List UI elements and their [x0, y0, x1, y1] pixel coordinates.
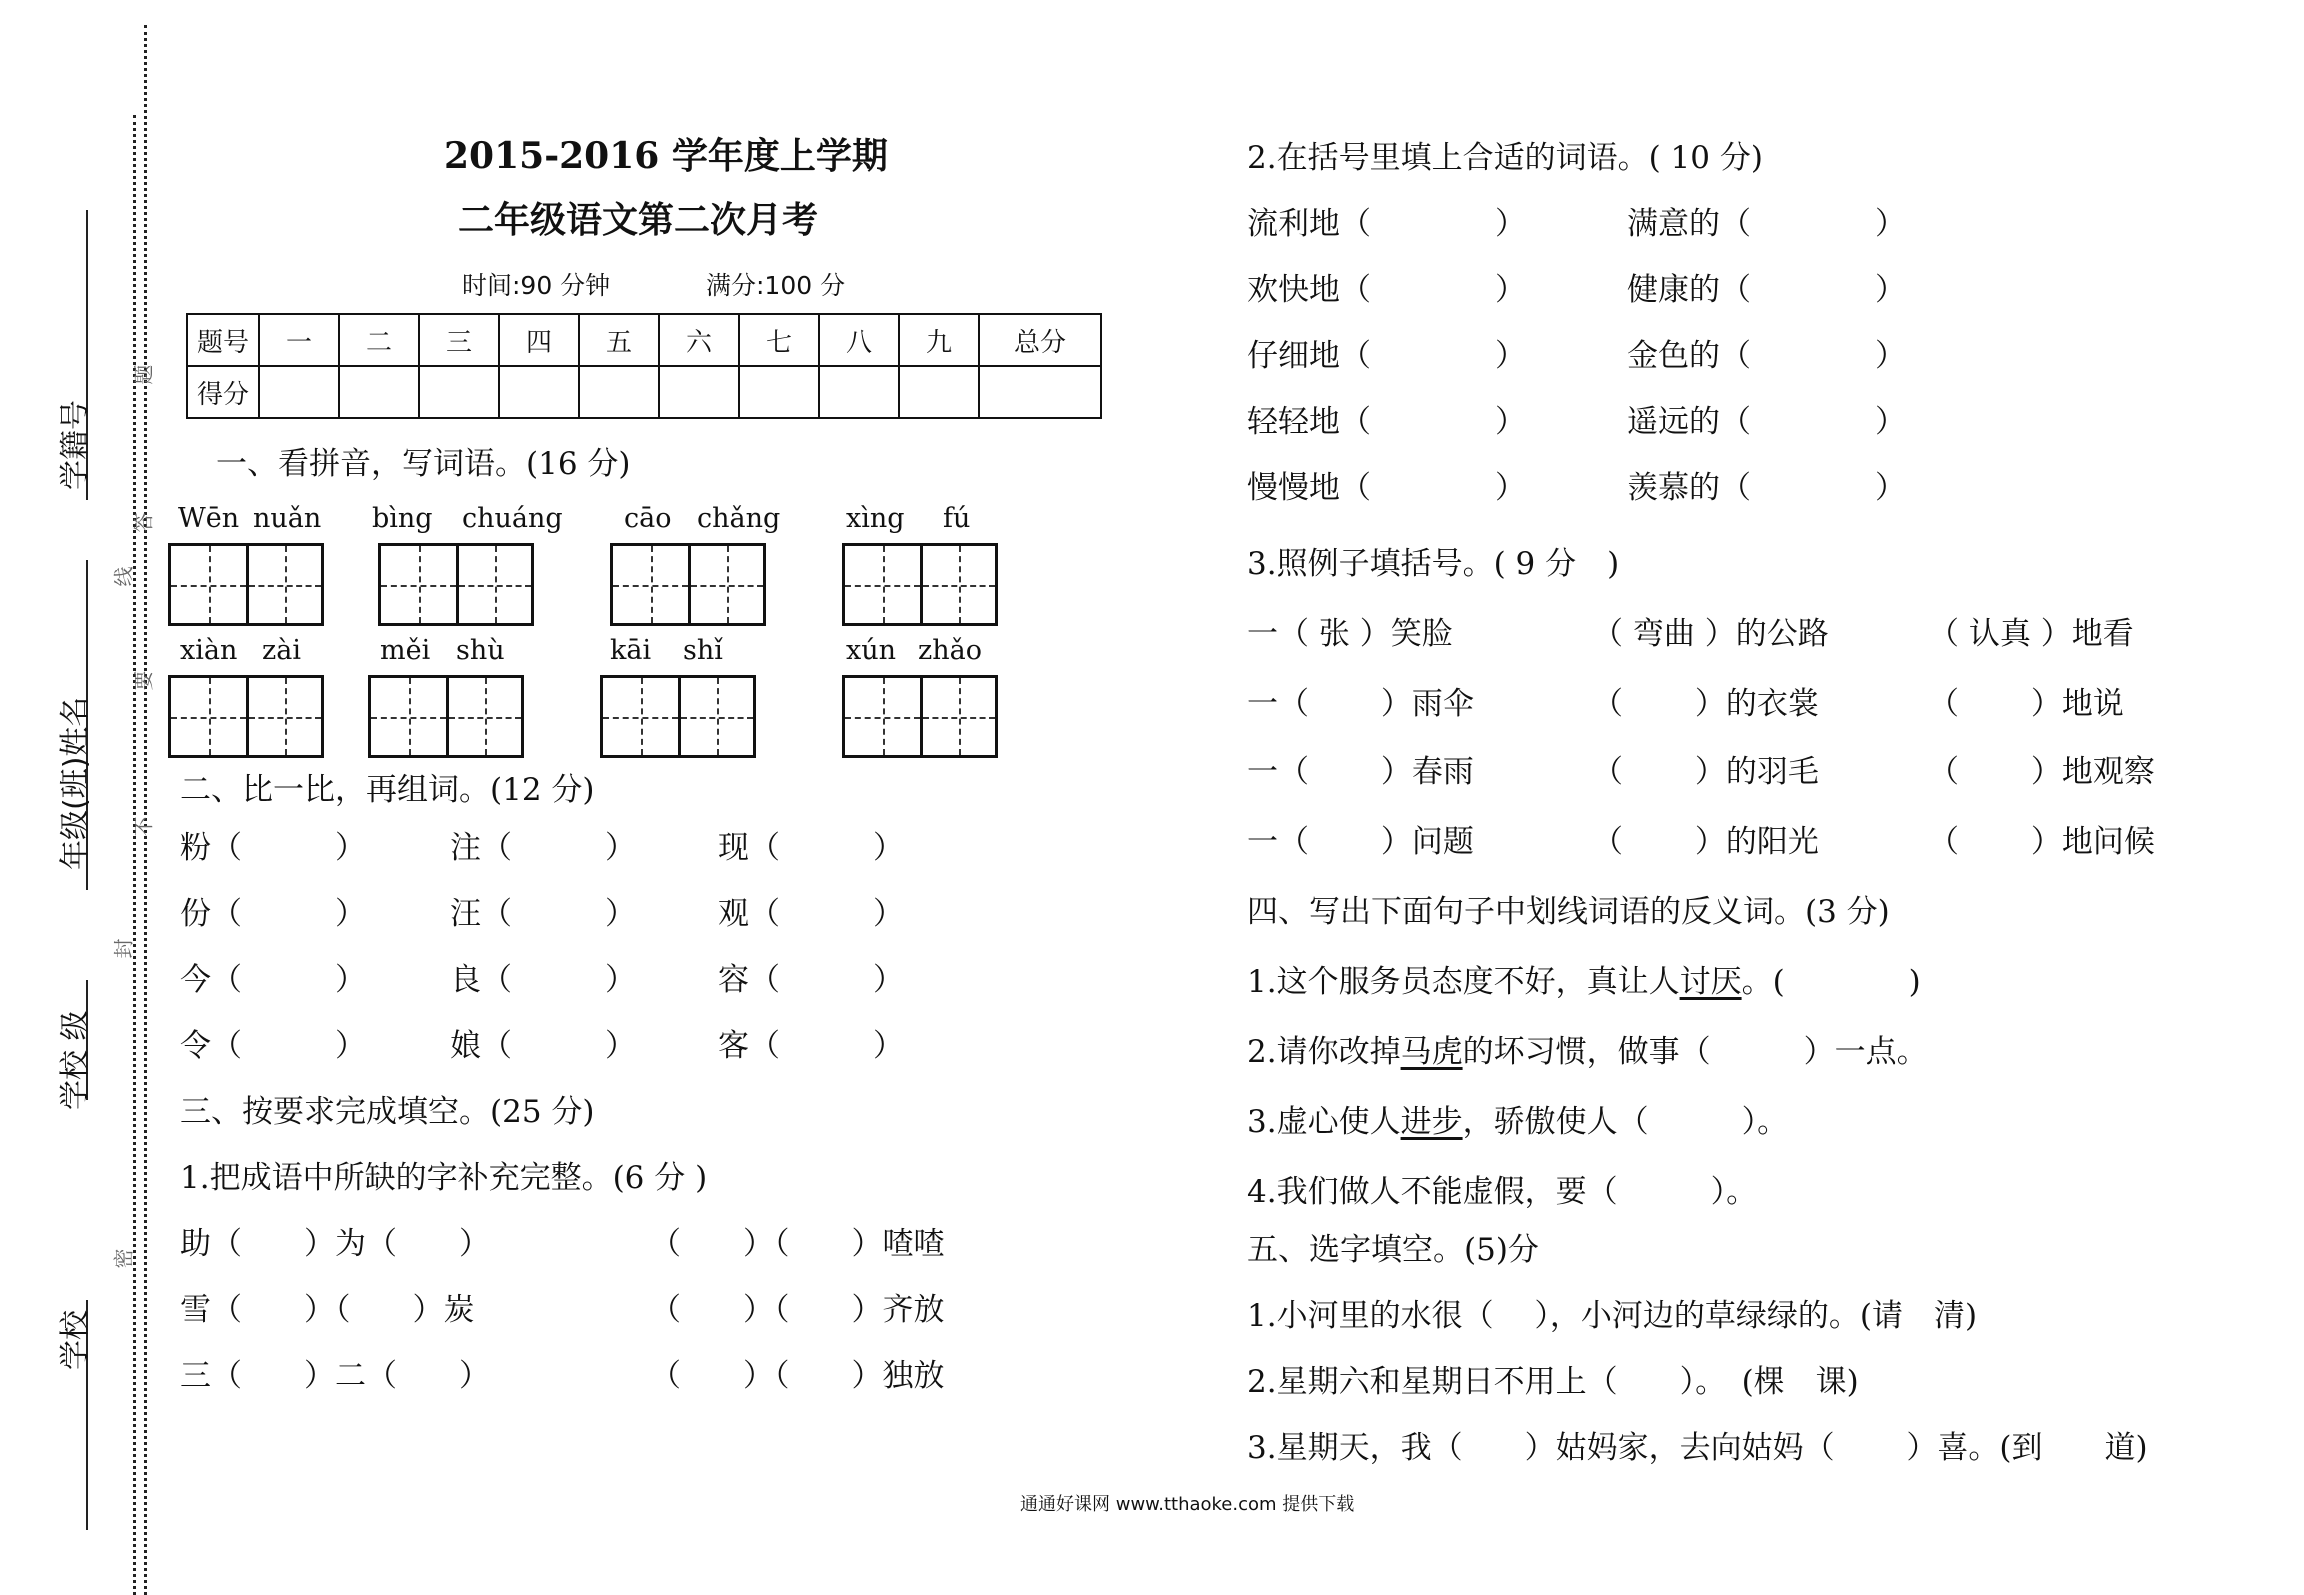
score-row-label: 得分	[187, 366, 259, 418]
compare-word-item: 良（ ）	[450, 962, 636, 998]
idiom-item: 助（ ）为（ ）	[180, 1226, 490, 1262]
compare-word-item: 容（ ）	[718, 962, 904, 998]
pinyin-syllable: zhǎo	[918, 635, 982, 666]
antonym-item	[1247, 1026, 1928, 1071]
idiom-item: 三（ ）二（ ）	[180, 1358, 490, 1394]
compare-word-item: 客（ ）	[718, 1028, 904, 1064]
section3-q2-title: 2.在括号里填上合适的词语。( 10 分)	[1247, 140, 1763, 176]
choose-char-item: 3.星期天，我（ ）姑妈家，去向姑妈（ ）喜。(到 道)	[1247, 1430, 2148, 1466]
writing-grid[interactable]	[842, 543, 998, 626]
idiom-item: （ ）（ ）齐放	[650, 1292, 945, 1328]
score-header-cell: 四	[499, 314, 579, 366]
margin-label-student-id: 学籍号	[58, 400, 93, 490]
seal-char: 不	[131, 816, 156, 837]
pinyin-syllable: chǎng	[697, 503, 781, 534]
fill-word-item: 慢慢地（ ）	[1247, 470, 1526, 506]
compare-word-item: 今（ ）	[180, 962, 366, 998]
compare-word-item: 注（ ）	[450, 830, 636, 866]
pinyin-syllable: zài	[262, 635, 301, 666]
pinyin-syllable: xún	[846, 635, 897, 666]
fill-word-item: 满意的（ ）	[1627, 206, 1906, 242]
fill-word-item: 流利地（ ）	[1247, 206, 1526, 242]
seal-char: 线	[111, 566, 136, 587]
score-cell[interactable]	[979, 366, 1101, 418]
score-cell[interactable]	[899, 366, 979, 418]
score-cell[interactable]	[339, 366, 419, 418]
compare-word-item: 份（ ）	[180, 896, 366, 932]
writing-grid[interactable]	[842, 675, 998, 758]
writing-grid[interactable]	[168, 675, 324, 758]
seal-char: 密	[111, 1248, 136, 1269]
margin-label-class-name: 年级(班)姓名	[58, 696, 93, 870]
pinyin-syllable: cāo	[624, 503, 672, 534]
score-cell[interactable]	[819, 366, 899, 418]
example-fill-item: （ ）的羽毛	[1592, 754, 1819, 790]
score-header-cell: 一	[259, 314, 339, 366]
antonym-item-pre: 2.请你改掉	[1247, 1034, 1401, 1070]
score-header-cell: 总分	[979, 314, 1101, 366]
fill-word-item: 羡慕的（ ）	[1627, 470, 1906, 506]
fill-word-item: 金色的（ ）	[1627, 338, 1906, 374]
score-table-score-row	[187, 366, 1101, 418]
compare-word-item: 粉（ ）	[180, 830, 366, 866]
antonym-item-pre: 3.虚心使人	[1247, 1104, 1401, 1140]
example-fill-item: 一（ ）春雨	[1247, 754, 1474, 790]
antonym-underlined-word: 进步	[1400, 1104, 1463, 1140]
score-cell[interactable]	[579, 366, 659, 418]
antonym-item	[1247, 1166, 1757, 1211]
score-header-cell: 六	[659, 314, 739, 366]
exam-time: 时间:90 分钟	[462, 271, 611, 300]
seal-char: 答	[131, 512, 156, 533]
compare-word-item: 令（ ）	[180, 1028, 366, 1064]
pinyin-syllable: xìng	[846, 503, 905, 534]
section3-q1-title: 1.把成语中所缺的字补充完整。(6 分 )	[180, 1160, 708, 1196]
score-header-cell: 五	[579, 314, 659, 366]
score-cell[interactable]	[499, 366, 579, 418]
example-fill-item: （ ）的阳光	[1592, 824, 1819, 860]
compare-word-item: 娘（ ）	[450, 1028, 636, 1064]
antonym-item-post: ，骄傲使人（ ）。	[1462, 1104, 1789, 1140]
antonym-item-post: 的坏习惯，做事（ ）一点。	[1462, 1034, 1928, 1070]
section2-title: 二、比一比，再组词。(12 分)	[180, 772, 595, 808]
pinyin-syllable: xiàn	[180, 635, 238, 666]
idiom-item: （ ）（ ）喳喳	[650, 1226, 945, 1262]
compare-word-item: 现（ ）	[718, 830, 904, 866]
antonym-item-pre: 4.我们做人不能虚假，要（ ）。	[1247, 1174, 1758, 1210]
pinyin-syllable: fú	[943, 503, 971, 534]
exam-title-line1: 2015-2016 学年度上学期	[444, 135, 888, 177]
fill-word-item: 遥远的（ ）	[1627, 404, 1906, 440]
score-table-header-row	[187, 314, 1101, 366]
seal-char: 题	[131, 364, 156, 385]
margin-label-school: 学校	[58, 1310, 93, 1370]
margin-label-school-grade: 学校 级	[58, 1010, 93, 1110]
antonym-underlined-word: 讨厌	[1679, 964, 1742, 1000]
compare-word-item: 汪（ ）	[450, 896, 636, 932]
writing-grid[interactable]	[610, 543, 766, 626]
score-cell[interactable]	[659, 366, 739, 418]
seal-char: 封	[111, 938, 136, 959]
example-fill-item: （ ）地说	[1928, 686, 2124, 722]
writing-grid[interactable]	[600, 675, 756, 758]
section1-title: 一、看拼音，写词语。(16 分)	[216, 446, 631, 482]
seal-char: 要	[131, 670, 156, 691]
score-cell[interactable]	[419, 366, 499, 418]
section4-title: 四、写出下面句子中划线词语的反义词。(3 分)	[1247, 894, 1890, 930]
fill-word-item: 健康的（ ）	[1627, 272, 1906, 308]
antonym-item	[1247, 956, 1921, 1001]
score-table	[186, 313, 1102, 419]
section3-title: 三、按要求完成填空。(25 分)	[180, 1094, 595, 1130]
fill-word-item: 欢快地（ ）	[1247, 272, 1526, 308]
example-fill-item: （ ）地观察	[1928, 754, 2155, 790]
example-fill-item: （ 弯曲 ）的公路	[1592, 616, 1829, 652]
writing-grid[interactable]	[368, 675, 524, 758]
score-header-cell: 三	[419, 314, 499, 366]
pinyin-syllable: chuáng	[462, 503, 563, 534]
score-header-cell: 题号	[187, 314, 259, 366]
example-fill-item: （ ）的衣裳	[1592, 686, 1819, 722]
example-fill-item: 一（ ）雨伞	[1247, 686, 1474, 722]
score-cell[interactable]	[259, 366, 339, 418]
writing-grid[interactable]	[168, 543, 324, 626]
section5-title: 五、选字填空。(5)分	[1247, 1232, 1539, 1268]
score-header-cell: 九	[899, 314, 979, 366]
choose-char-item: 1.小河里的水很（ ），小河边的草绿绿的。(请 清)	[1247, 1298, 1978, 1334]
antonym-item	[1247, 1096, 1788, 1141]
example-fill-item: （ 认真 ）地看	[1928, 616, 2134, 652]
pinyin-syllable: bìng	[372, 503, 433, 534]
pinyin-syllable: kāi	[610, 635, 652, 666]
compare-word-item: 观（ ）	[718, 896, 904, 932]
pinyin-syllable: shù	[456, 635, 505, 666]
idiom-item: 雪（ ）（ ）炭	[180, 1292, 475, 1328]
exam-full-score: 满分:100 分	[706, 271, 846, 300]
fold-line-outer	[144, 25, 147, 1595]
antonym-underlined-word: 马虎	[1400, 1034, 1463, 1070]
score-header-cell: 二	[339, 314, 419, 366]
example-fill-item: 一（ 张 ）笑脸	[1247, 616, 1453, 652]
pinyin-syllable: nuǎn	[253, 503, 322, 534]
score-header-cell: 八	[819, 314, 899, 366]
pinyin-syllable: shǐ	[683, 635, 723, 666]
score-header-cell: 七	[739, 314, 819, 366]
idiom-item: （ ）（ ）独放	[650, 1358, 945, 1394]
section3-q3-title: 3.照例子填括号。( 9 分 )	[1247, 546, 1620, 582]
exam-title-line2: 二年级语文第二次月考	[458, 199, 819, 241]
pinyin-syllable: měi	[380, 635, 431, 666]
writing-grid[interactable]	[378, 543, 534, 626]
fill-word-item: 仔细地（ ）	[1247, 338, 1526, 374]
antonym-item-pre: 1.这个服务员态度不好，真让人	[1247, 964, 1680, 1000]
choose-char-item: 2.星期六和星期日不用上（ ）。 (棵 课)	[1247, 1364, 1859, 1400]
fill-word-item: 轻轻地（ ）	[1247, 404, 1526, 440]
fold-line-inner	[133, 115, 136, 1595]
score-cell[interactable]	[739, 366, 819, 418]
page-footer-source: 通通好课网 www.tthaoke.com 提供下载	[1020, 1494, 1355, 1515]
example-fill-item: （ ）地问候	[1928, 824, 2155, 860]
example-fill-item: 一（ ）问题	[1247, 824, 1474, 860]
pinyin-syllable: Wēn	[178, 503, 240, 534]
antonym-item-post: 。( )	[1741, 964, 1921, 1000]
